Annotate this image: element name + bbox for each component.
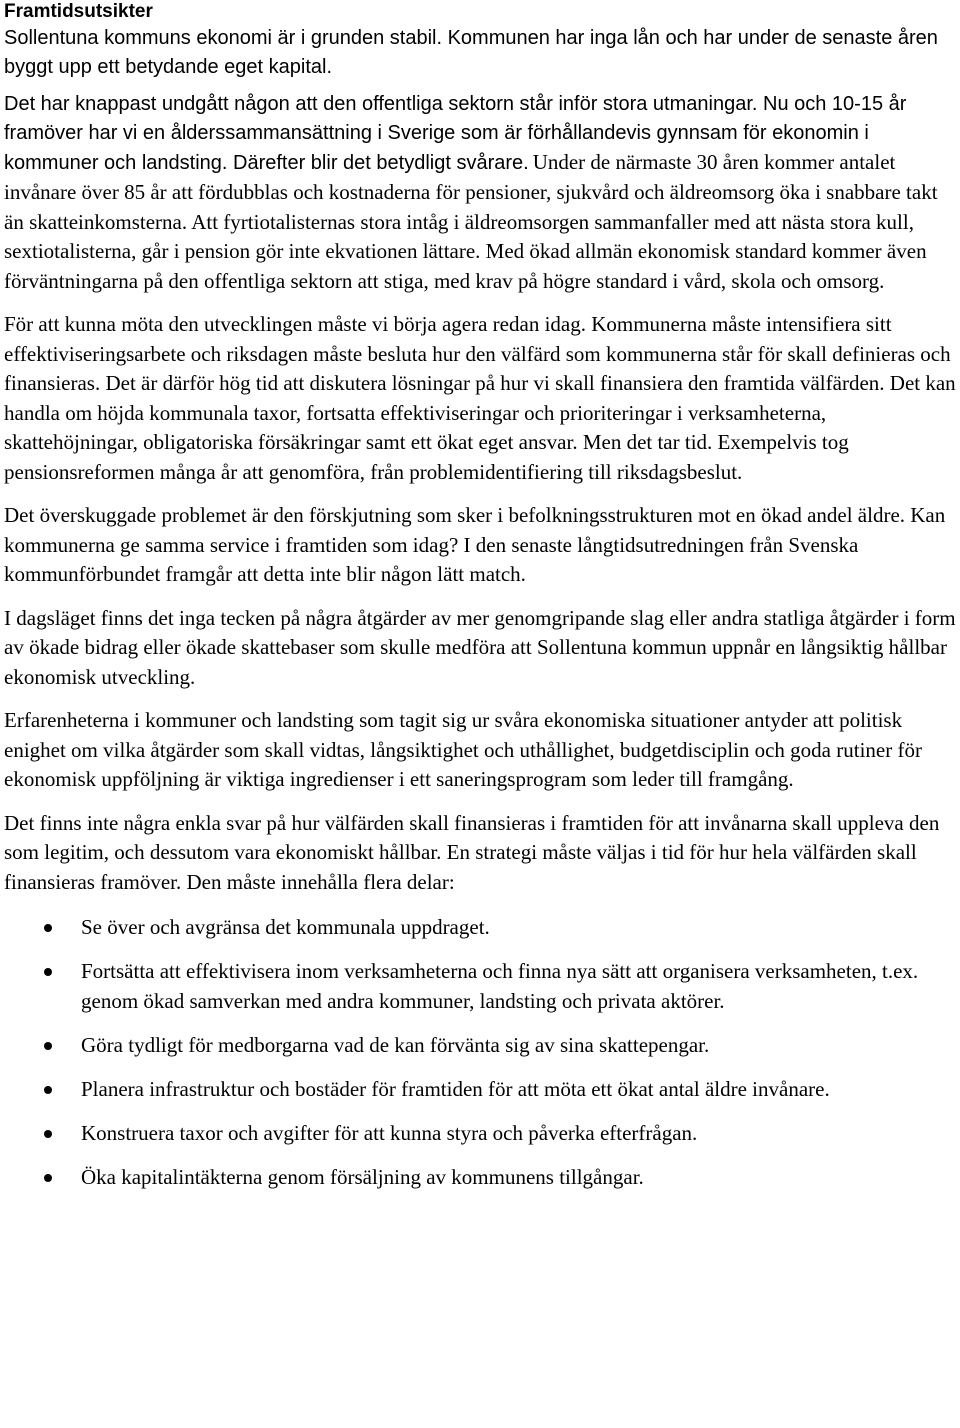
strategy-bullet-list [4, 913, 960, 1192]
paragraph-challenges-serif: Under de närmaste 30 åren kommer antalet invånare över 85 år att fördubblas och kostnaderna för pensioner, sjukvård och äldreomsorg öka i snabbare takt än skatteinkomsterna. Att fyrtiotalisternas stora intåg i äldreomsorgen sammanfaller med att nästa stora kull, sextiotalisterna, går i pension gör inte ekvationen lättare. Med ökad allmän ekonomisk standard kommer även förväntningarna på den offentliga sektorn att stiga, med krav på högre standard i vård, skola och omsorg. [4, 150, 938, 293]
paragraph-population-shift: Det överskuggade problemet är den förskjutning som sker i befolkningsstrukturen mot en ökad andel äldre. Kan kommunerna ge samma service i framtiden som idag? I den senaste långtidsutredningen från Svenska kommunförbundet framgår att detta inte blir någon lätt match. [4, 503, 946, 586]
document-page [4, 0, 960, 1207]
paragraph-experience: Erfarenheterna i kommuner och landsting som tagit sig ur svåra ekonomiska situationer antyder att politisk enighet om vilka åtgärder som skall vidtas, långsiktighet och uthållighet, budgetdisciplin och goda rutiner för ekonomisk uppföljning är viktiga ingredienser i ett saneringsprogram som leder till framgång. [4, 708, 922, 791]
paragraph-strategy: Det finns inte några enkla svar på hur välfärden skall finansieras i framtiden för att invånarna skall uppleva den som legitim, och dessutom vara ekonomiskt hållbar. En strategi måste väljas i tid för hur hela välfärden skall finansieras framöver. Den måste innehålla flera delar: [4, 810, 940, 894]
list-item-text: Konstruera taxor och avgifter för att kunna styra och påverka efterfrågan. [81, 1120, 698, 1145]
paragraph-challenges-sans: Det har knappast undgått någon att den offentliga sektorn står inför stora utmaningar. Nu och 10-15 år framöver har vi en ålderssammansättning i Sverige som är förhållandevis gynnsam för ekonomin i kommuner och landsting. Därefter blir det betydligt svårare. [4, 93, 907, 174]
intro-paragraph: Sollentuna kommuns ekonomi är i grunden stabil. Kommunen har inga lån och har under de senaste åren byggt upp ett betydande eget kapital. [4, 27, 938, 78]
bullet-icon [44, 1042, 52, 1050]
paragraph-challenges [4, 90, 960, 296]
bullet-icon [44, 968, 52, 976]
section-heading: Framtidsutsikter [4, 1, 153, 22]
list-item [4, 1075, 960, 1105]
list-item [4, 1031, 960, 1061]
bullet-icon [44, 924, 52, 932]
bullet-icon [44, 1086, 52, 1094]
list-item-text: Öka kapitalintäkterna genom försäljning av kommunens tillgångar. [81, 1164, 644, 1189]
bullet-icon [44, 1174, 52, 1182]
list-item [4, 1119, 960, 1149]
list-item [4, 913, 960, 943]
paragraph-no-measures: I dagsläget finns det inga tecken på några åtgärder av mer genomgripande slag eller andra statliga åtgärder i form av ökade bidrag eller ökade skattebaser som skulle medföra att Sollentuna kommun uppnår en långsiktig hållbar ekonomisk utveckling. [4, 605, 956, 689]
list-item [4, 957, 960, 1016]
list-item-text: Se över och avgränsa det kommunala uppdraget. [81, 915, 490, 939]
list-item [4, 1163, 960, 1193]
bullet-icon [44, 1130, 52, 1138]
list-item-text: Planera infrastruktur och bostäder för framtiden för att möta ett ökat antal äldre invånare. [81, 1076, 830, 1101]
list-item-text: Fortsätta att effektivisera inom verksamheterna och finna nya sätt att organisera verksamheten, t.ex. genom ökad samverkan med andra kommuner, landsting och privata aktörer. [81, 959, 919, 1013]
paragraph-act-now: För att kunna möta den utvecklingen måste vi börja agera redan idag. Kommunerna måste intensifiera sitt effektiviseringsarbete och riksdagen måste besluta hur den välfärd som kommunerna står för skall definieras och finansieras. Det är därför hög tid att diskutera lösningar på hur vi skall finansiera den framtida välfärden. Det kan handla om höjda kommunala taxor, fortsatta effektiviseringar och prioriteringar i verksamheterna, skattehöjningar, obligatoriska försäkringar samt ett ökat eget ansvar. Men det tar tid. Exempelvis tog pensionsreformen många år att genomföra, från problemidentifiering till riksdagsbeslut. [4, 312, 956, 484]
list-item-text: Göra tydligt för medborgarna vad de kan förvänta sig av sina skattepengar. [81, 1032, 710, 1057]
